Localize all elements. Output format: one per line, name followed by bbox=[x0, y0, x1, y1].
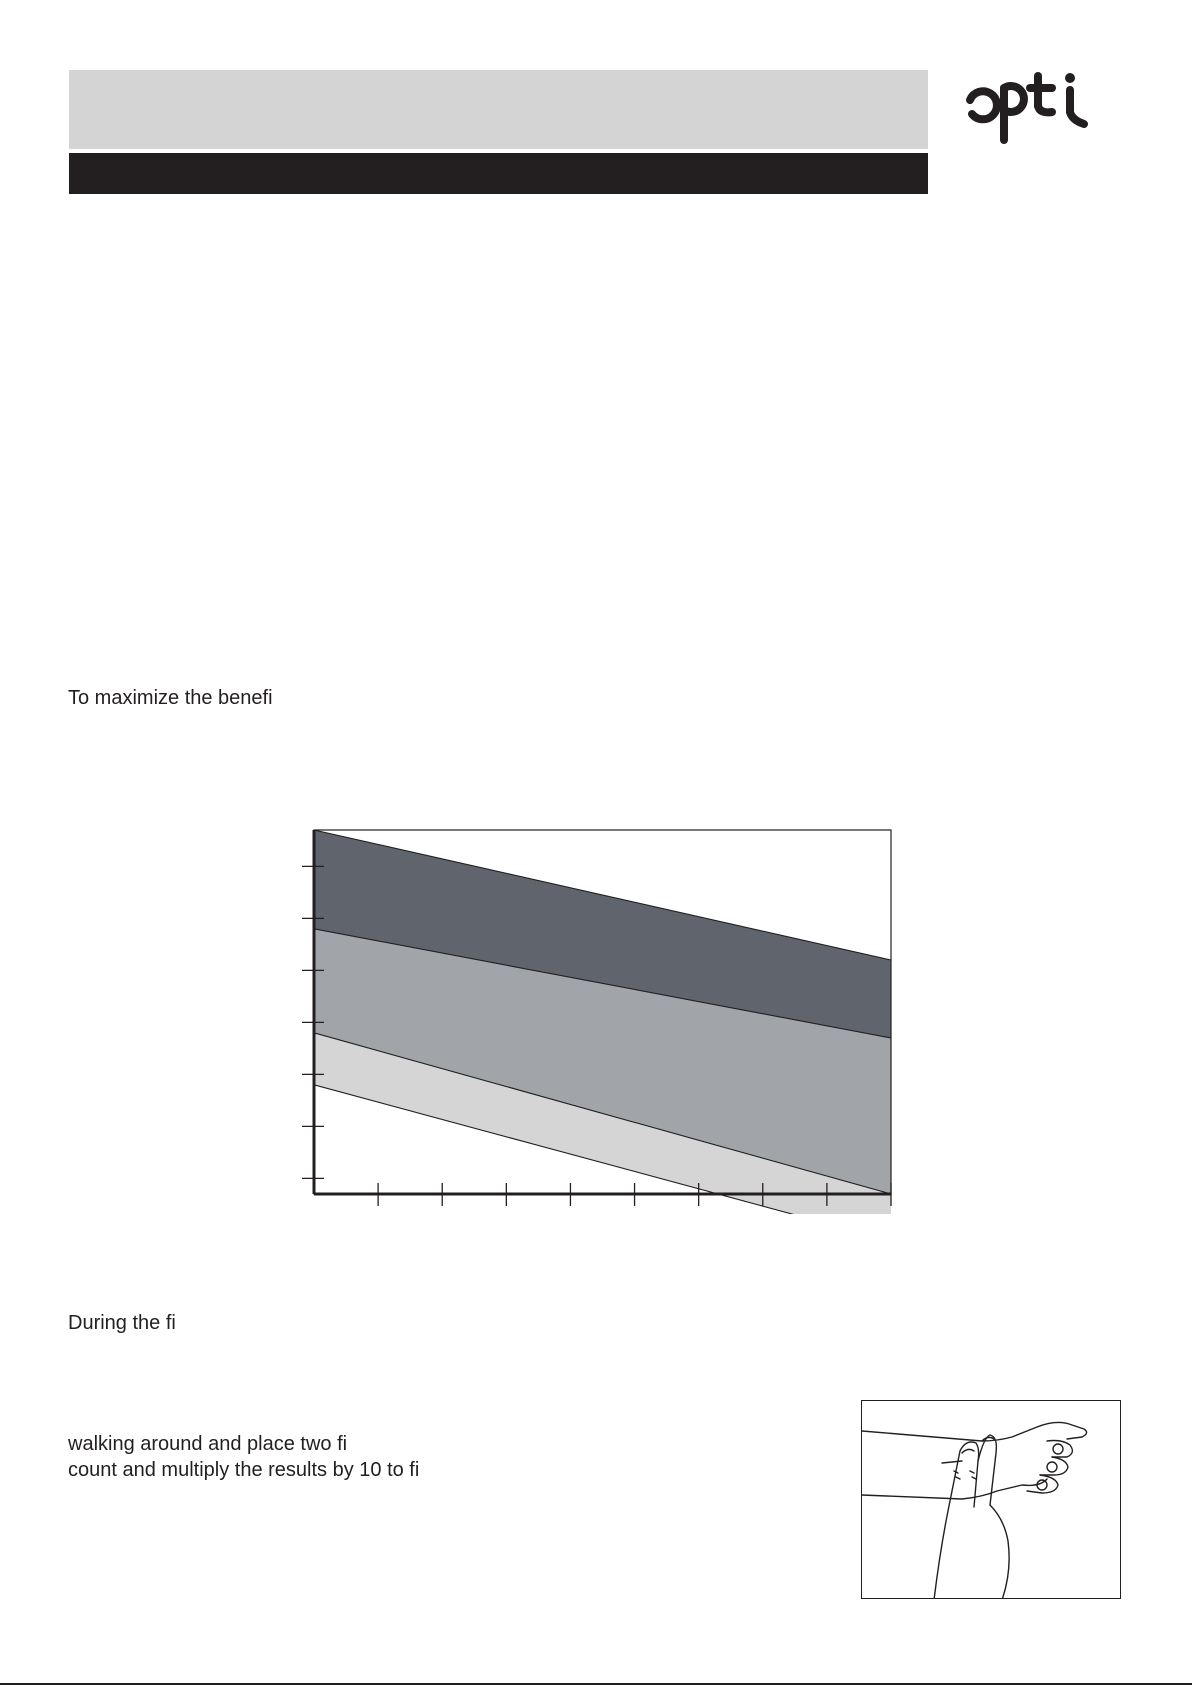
paragraph-walking: walking around and place two fi bbox=[68, 1433, 348, 1455]
hand-checking-wrist-pulse-icon bbox=[862, 1401, 1121, 1599]
logo-text: opti bbox=[960, 66, 962, 67]
paragraph-maximize: To maximize the benefi bbox=[68, 687, 273, 709]
pulse-check-illustration bbox=[861, 1400, 1121, 1599]
header-section-bar bbox=[69, 153, 928, 194]
opti-logo bbox=[960, 66, 1100, 150]
header-title-bar bbox=[69, 70, 928, 149]
heart-rate-zone-chart bbox=[290, 824, 910, 1214]
paragraph-during: During the fi bbox=[68, 1312, 176, 1334]
paragraph-count: count and multiply the results by 10 to fi bbox=[68, 1459, 420, 1481]
